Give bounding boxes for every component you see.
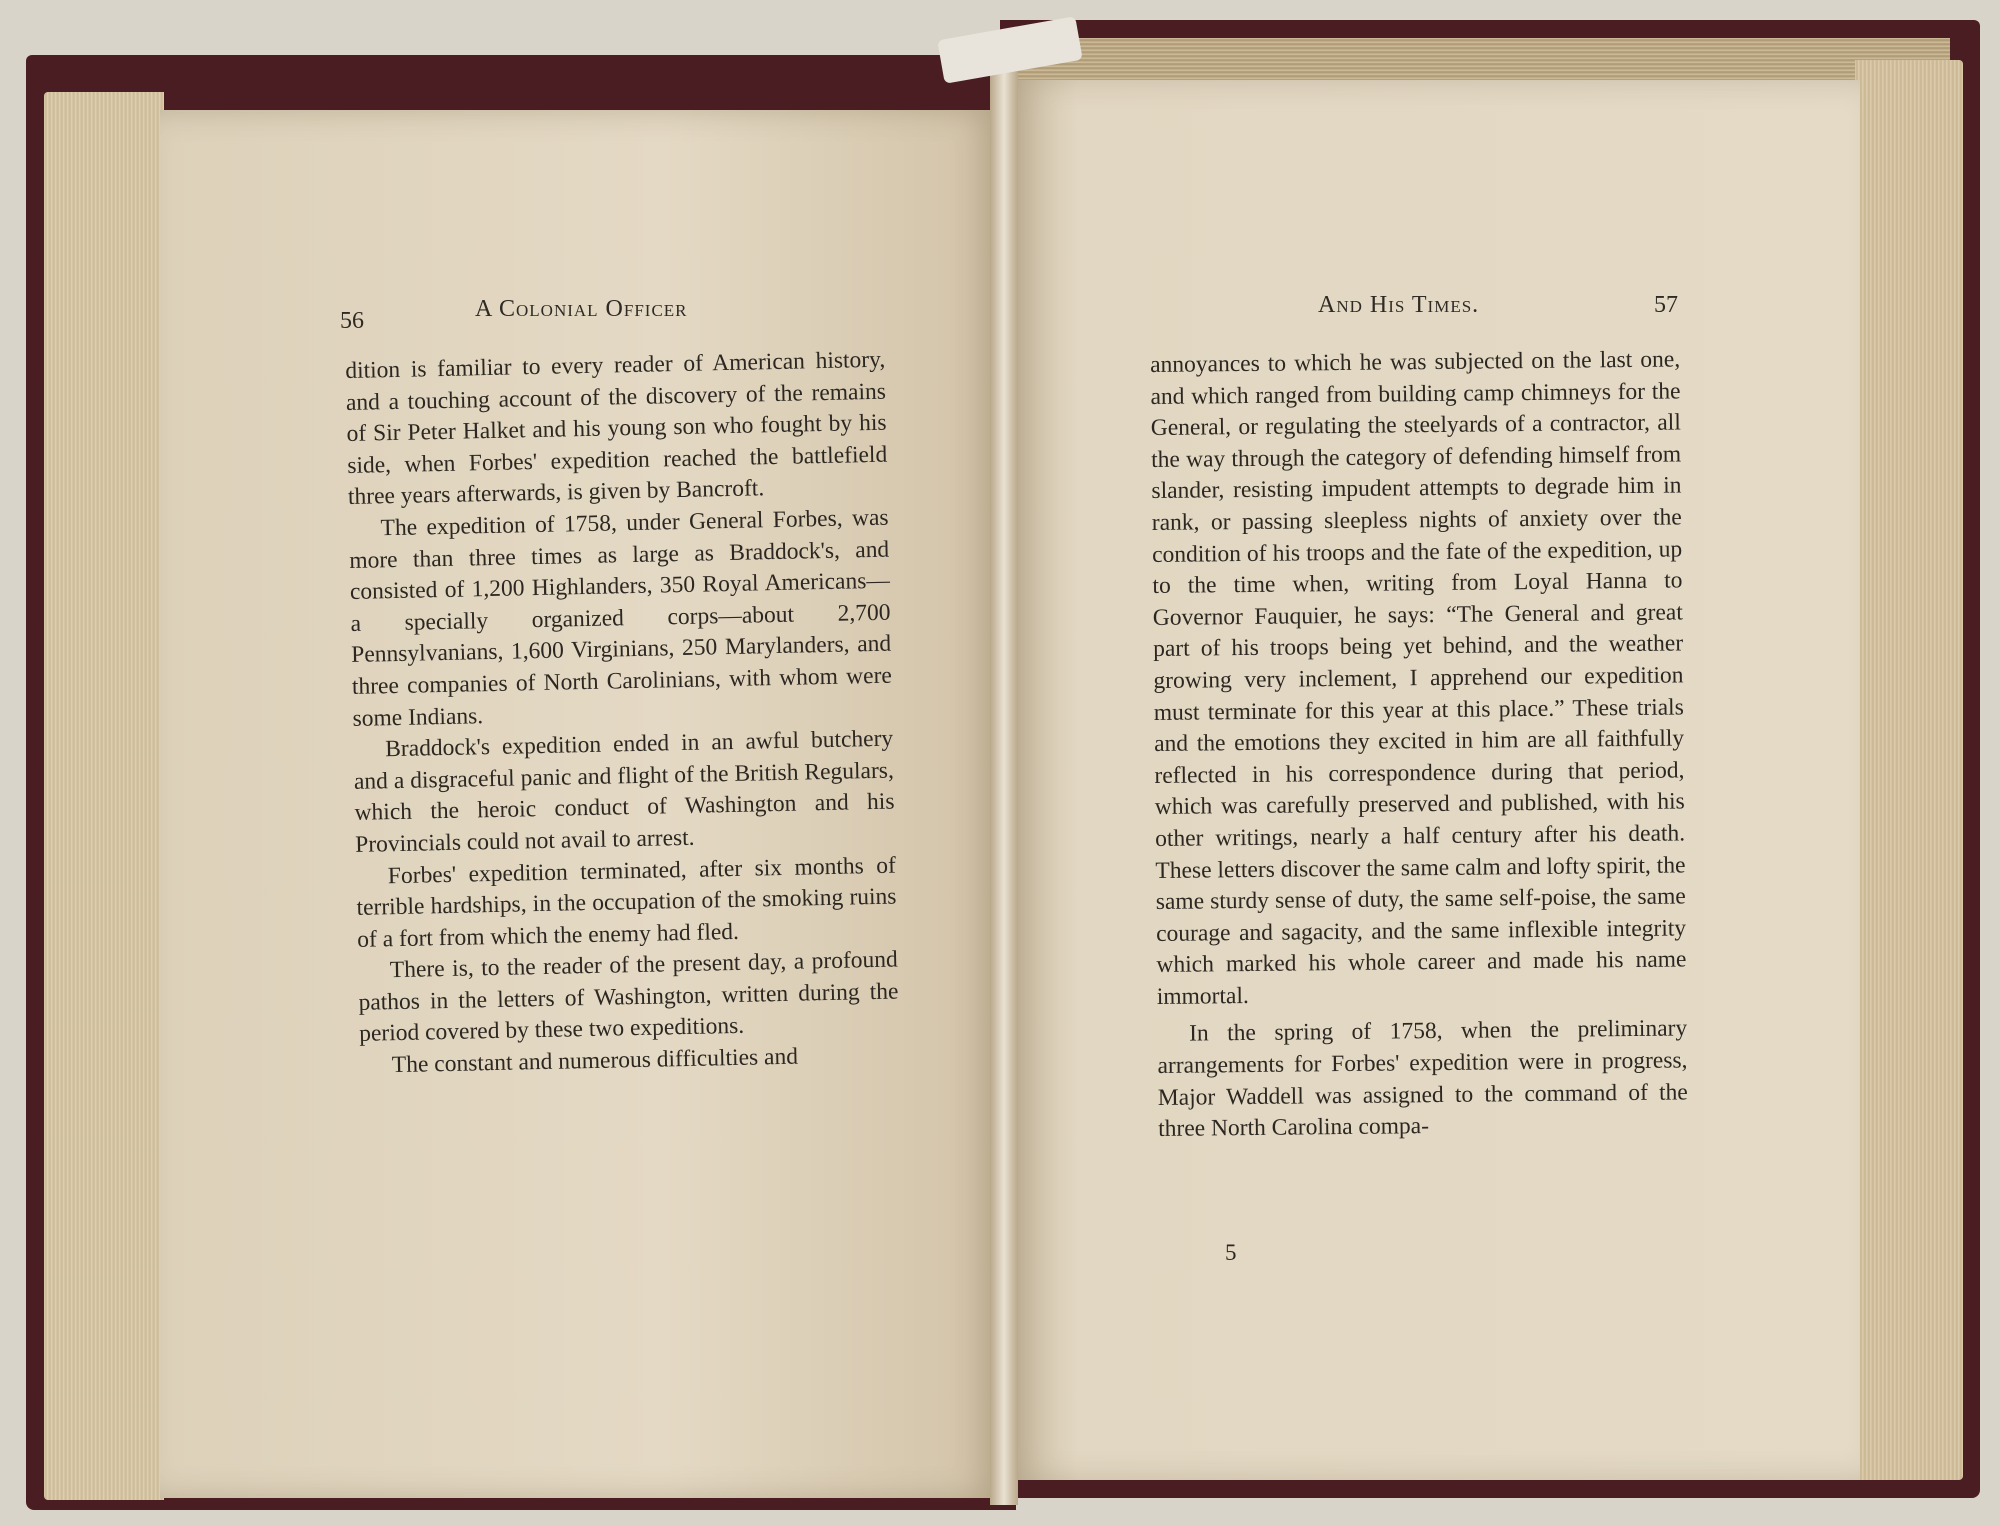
right-running-head: And His Times. [1318, 292, 1480, 318]
page-edges-right [1855, 60, 1963, 1480]
right-page-number: 57 [1654, 292, 1678, 318]
right-paragraph: In the spring of 1758, when the preliminary arrangements for Forbes' expedition were in progress, Major Waddell was assigned to the command of the three North Carolina compa- [1157, 1015, 1688, 1143]
left-paragraph: Forbes' expedition terminated, after six months of terrible hardships, in the occupation of the smoking ruins of a fort from which the enemy had fled. [356, 852, 897, 953]
right-page-body [1150, 344, 1688, 1145]
left-paragraph: The expedition of 1758, under General Forbes, was more than three times as large as Braddock's, and consisted of 1,200 Highlanders, 350 Royal Americans—a specially organized corps—about 2,700 Pennsylvanians, 1,600 Virginians, 250 Marylanders, and three companies of North Carolinians, with whom were some Indians. [349, 504, 893, 732]
left-page-number: 56 [340, 308, 364, 334]
left-paragraph: There is, to the reader of the present day, a profound pathos in the letters of Washington, written during the period covered by these two expeditions. [358, 946, 899, 1048]
left-page-body [345, 345, 900, 1083]
book-gutter [990, 45, 1018, 1505]
signature-mark: 5 [1225, 1240, 1237, 1265]
right-paragraph: annoyances to which he was subjected on the last one, and which ranged from building camp chimneys for the General, or regulating the steelyards of a contractor, all the way through the category of defending himself from slander, resisting impudent attempts to degrade him in rank, or passing sleepless nights of anxiety over the condition of his troops and the fate of the expedition, up to the time when, writing from Loyal Hanna to Governor Fauquier, he says: “The General and great part of his troops being yet behind, and the weather growing very inclement, I apprehend our expedition must terminate for this year at this place.” These trials and the emotions they excited in him are all faithfully reflected in his correspondence during that period, which was carefully preserved and published, with his other writings, nearly a half century after his death. These letters discover the same calm and lofty spirit, the same sturdy sense of duty, the same self-poise, the same courage and sagacity, and the same inflexible integrity which marked his whole career and made his name immortal. [1150, 346, 1687, 1010]
left-paragraph: Braddock's expedition ended in an awful butchery and a disgraceful panic and flight of the British Regulars, which the heroic conduct of Washington and his Provincials could not avail to arrest. [353, 725, 895, 858]
left-running-head: A Colonial Officer [475, 296, 688, 322]
left-paragraph: The constant and numerous difficulties and [391, 1043, 799, 1079]
left-paragraph: dition is familiar to every reader of American history, and a touching account of the discovery of the remains of Sir Peter Halket and his young son who fought by his side, when Forbes' expedition reached the battlefield three years afterwards, is given by Bancroft. [345, 346, 888, 511]
page-edges-left [44, 92, 164, 1500]
